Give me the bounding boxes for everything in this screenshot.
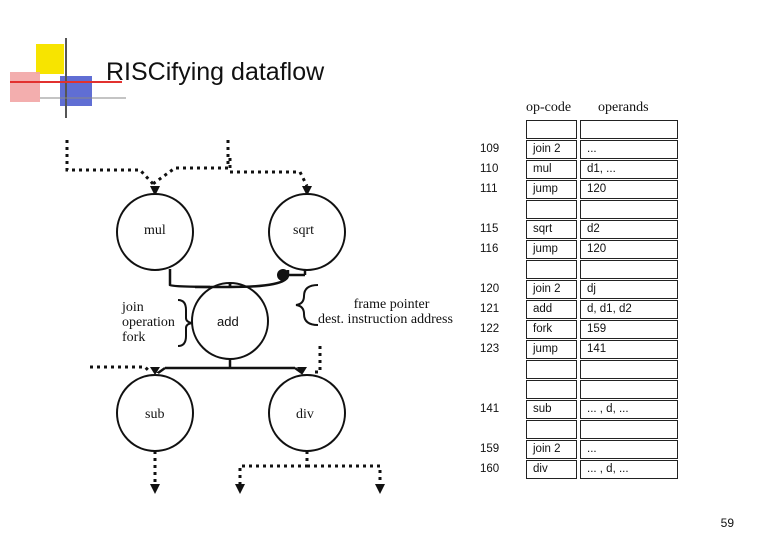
row-address: 111: [480, 183, 498, 195]
div-output-arrowhead-left: [235, 484, 245, 494]
row-address: 120: [480, 283, 500, 295]
row-opcode-cell: fork: [526, 320, 577, 339]
row-operands-cell: ...: [580, 140, 678, 159]
slide-title: RISCifying dataflow: [106, 58, 325, 86]
input-edges-top: [67, 140, 307, 186]
row-opcode-cell: jump: [526, 180, 577, 199]
row-address: 123: [480, 343, 500, 355]
div-output-arrowhead-right: [375, 484, 385, 494]
frame-pointer-label: [318, 297, 453, 327]
row-opcode-cell: [526, 380, 577, 399]
row-opcode-cell: [526, 360, 577, 379]
row-operands-cell: ... , d, ...: [580, 460, 678, 479]
row-operands-cell: 120: [580, 180, 678, 199]
dest-instruction-text: dest. instruction address: [318, 312, 453, 327]
row-address: 141: [480, 403, 500, 415]
row-operands-cell: dj: [580, 280, 678, 299]
frame-brace: [296, 285, 318, 325]
edge-add-outputs: [158, 359, 302, 373]
row-operands-cell: ...: [580, 440, 678, 459]
row-address: 121: [480, 303, 500, 315]
row-opcode-cell: sqrt: [526, 220, 577, 239]
join-brace: [178, 300, 192, 346]
row-operands-cell: d, d1, d2: [580, 300, 678, 319]
row-operands-cell: [580, 360, 678, 379]
join-label: join: [122, 300, 144, 315]
row-opcode-cell: add: [526, 300, 577, 319]
node-div-label: div: [296, 407, 314, 422]
row-operands-cell: ... , d, ...: [580, 400, 678, 419]
row-opcode-cell: jump: [526, 240, 577, 259]
row-operands-cell: [580, 380, 678, 399]
row-opcode-cell: jump: [526, 340, 577, 359]
row-operands-cell: [580, 260, 678, 279]
row-operands-cell: d1, ...: [580, 160, 678, 179]
row-opcode-cell: [526, 120, 577, 139]
row-operands-cell: [580, 120, 678, 139]
sub-input-arrowhead: [150, 367, 160, 375]
row-address: 116: [480, 243, 499, 255]
row-address: 109: [480, 143, 500, 155]
row-opcode-cell: join 2: [526, 280, 577, 299]
row-opcode-cell: join 2: [526, 140, 577, 159]
row-opcode-cell: join 2: [526, 440, 577, 459]
node-sqrt-label: sqrt: [293, 223, 314, 238]
join-operation-fork-label: [122, 300, 175, 345]
row-address: 122: [480, 323, 500, 335]
row-operands-cell: 159: [580, 320, 678, 339]
row-operands-cell: 120: [580, 240, 678, 259]
page-number: 59: [720, 516, 734, 530]
opcode-header: op-code: [526, 100, 572, 115]
row-address: 115: [480, 223, 499, 235]
operands-header: operands: [598, 100, 649, 115]
operation-label: operation: [122, 315, 175, 330]
fork-label: fork: [122, 330, 146, 345]
row-address: 110: [480, 163, 499, 175]
row-opcode-cell: sub: [526, 400, 577, 419]
output-edges-bottom: [155, 451, 380, 484]
row-opcode-cell: div: [526, 460, 577, 479]
row-operands-cell: [580, 420, 678, 439]
row-opcode-cell: [526, 200, 577, 219]
node-sub-label: sub: [145, 407, 165, 422]
node-add-label: add: [217, 314, 239, 329]
row-opcode-cell: [526, 260, 577, 279]
sub-output-arrowhead: [150, 484, 160, 494]
frame-pointer-dot: [277, 269, 289, 281]
row-operands-cell: 141: [580, 340, 678, 359]
row-opcode-cell: mul: [526, 160, 577, 179]
node-mul-label: mul: [144, 223, 166, 238]
row-operands-cell: [580, 200, 678, 219]
row-address: 159: [480, 443, 500, 455]
frame-pointer-text: frame pointer: [353, 297, 430, 312]
row-operands-cell: d2: [580, 220, 678, 239]
row-opcode-cell: [526, 420, 577, 439]
row-address: 160: [480, 463, 500, 475]
